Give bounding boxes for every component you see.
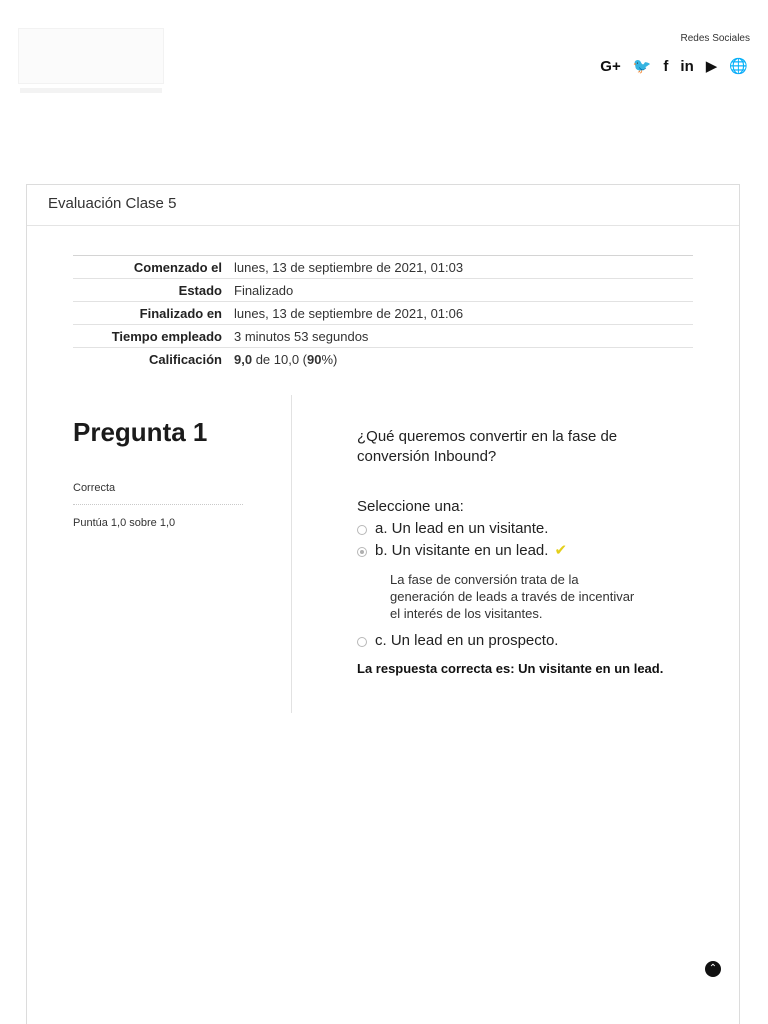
site-logo[interactable] (18, 28, 164, 84)
attempt-summary (73, 255, 693, 370)
answer-option[interactable] (357, 518, 677, 539)
summary-row (73, 279, 693, 302)
logo-tagline (20, 88, 162, 93)
summary-row (73, 325, 693, 348)
column-divider (291, 395, 292, 713)
summary-label: Calificación (73, 348, 228, 371)
question-body (357, 427, 677, 679)
social-title: Redes Sociales (680, 33, 750, 44)
scroll-top-button[interactable] (705, 961, 721, 977)
question-state: Correcta (73, 482, 243, 505)
grade-value (228, 348, 693, 371)
social-icons (600, 58, 748, 76)
summary-value: lunes, 13 de septiembre de 2021, 01:03 (228, 256, 693, 279)
grade-percent: 90 (307, 351, 322, 367)
question-info (73, 395, 243, 529)
radio-button[interactable] (357, 547, 367, 557)
answer-prompt: Seleccione una: (357, 498, 464, 515)
question-text: ¿Qué queremos convertir en la fase de conversión Inbound? (357, 428, 618, 465)
correct-answer: La respuesta correcta es: Un visitante en un lead. (357, 661, 664, 676)
summary-label: Tiempo empleado (73, 325, 228, 348)
question-grade: Puntúa 1,0 sobre 1,0 (73, 517, 176, 529)
globe-icon[interactable]: 🌐 (729, 58, 748, 75)
grade-of: de 10,0 ( (252, 351, 308, 367)
summary-row (73, 302, 693, 325)
summary-label: Finalizado en (73, 302, 228, 325)
facebook-icon[interactable]: f (663, 58, 669, 75)
checkmark-icon: ✔ (554, 542, 568, 559)
linkedin-icon[interactable]: in (680, 58, 694, 75)
option-label: b. Un visitante en un lead. (375, 542, 549, 559)
summary-value: lunes, 13 de septiembre de 2021, 01:06 (228, 302, 693, 325)
summary-label: Estado (73, 279, 228, 302)
option-label: a. Un lead en un visitante. (375, 520, 549, 537)
summary-value: 3 minutos 53 segundos (228, 325, 693, 348)
radio-button[interactable] (357, 525, 367, 535)
grade-score: 9,0 (234, 351, 253, 367)
answer-feedback: La fase de conversión trata de la generación de leads a través de incentivar el interés de los visitantes. (390, 572, 635, 621)
answer-option[interactable] (357, 540, 677, 561)
card-title: Evaluación Clase 5 (27, 185, 739, 226)
quiz-card (26, 184, 740, 1024)
answer-option[interactable] (357, 630, 677, 651)
option-label: c. Un lead en un prospecto. (375, 632, 559, 649)
grade-end: %) (321, 351, 338, 367)
summary-label: Comenzado el (73, 256, 228, 279)
summary-row (73, 256, 693, 279)
question-title: Pregunta 1 (73, 417, 208, 447)
twitter-icon[interactable]: 🐦 (632, 58, 652, 75)
chevron-up-icon: ⌃ (708, 963, 718, 974)
radio-button[interactable] (357, 637, 367, 647)
google-plus-icon[interactable]: G+ (600, 58, 621, 75)
summary-value: Finalizado (228, 279, 693, 302)
youtube-icon[interactable]: ▶ (705, 58, 718, 75)
summary-row (73, 348, 693, 371)
